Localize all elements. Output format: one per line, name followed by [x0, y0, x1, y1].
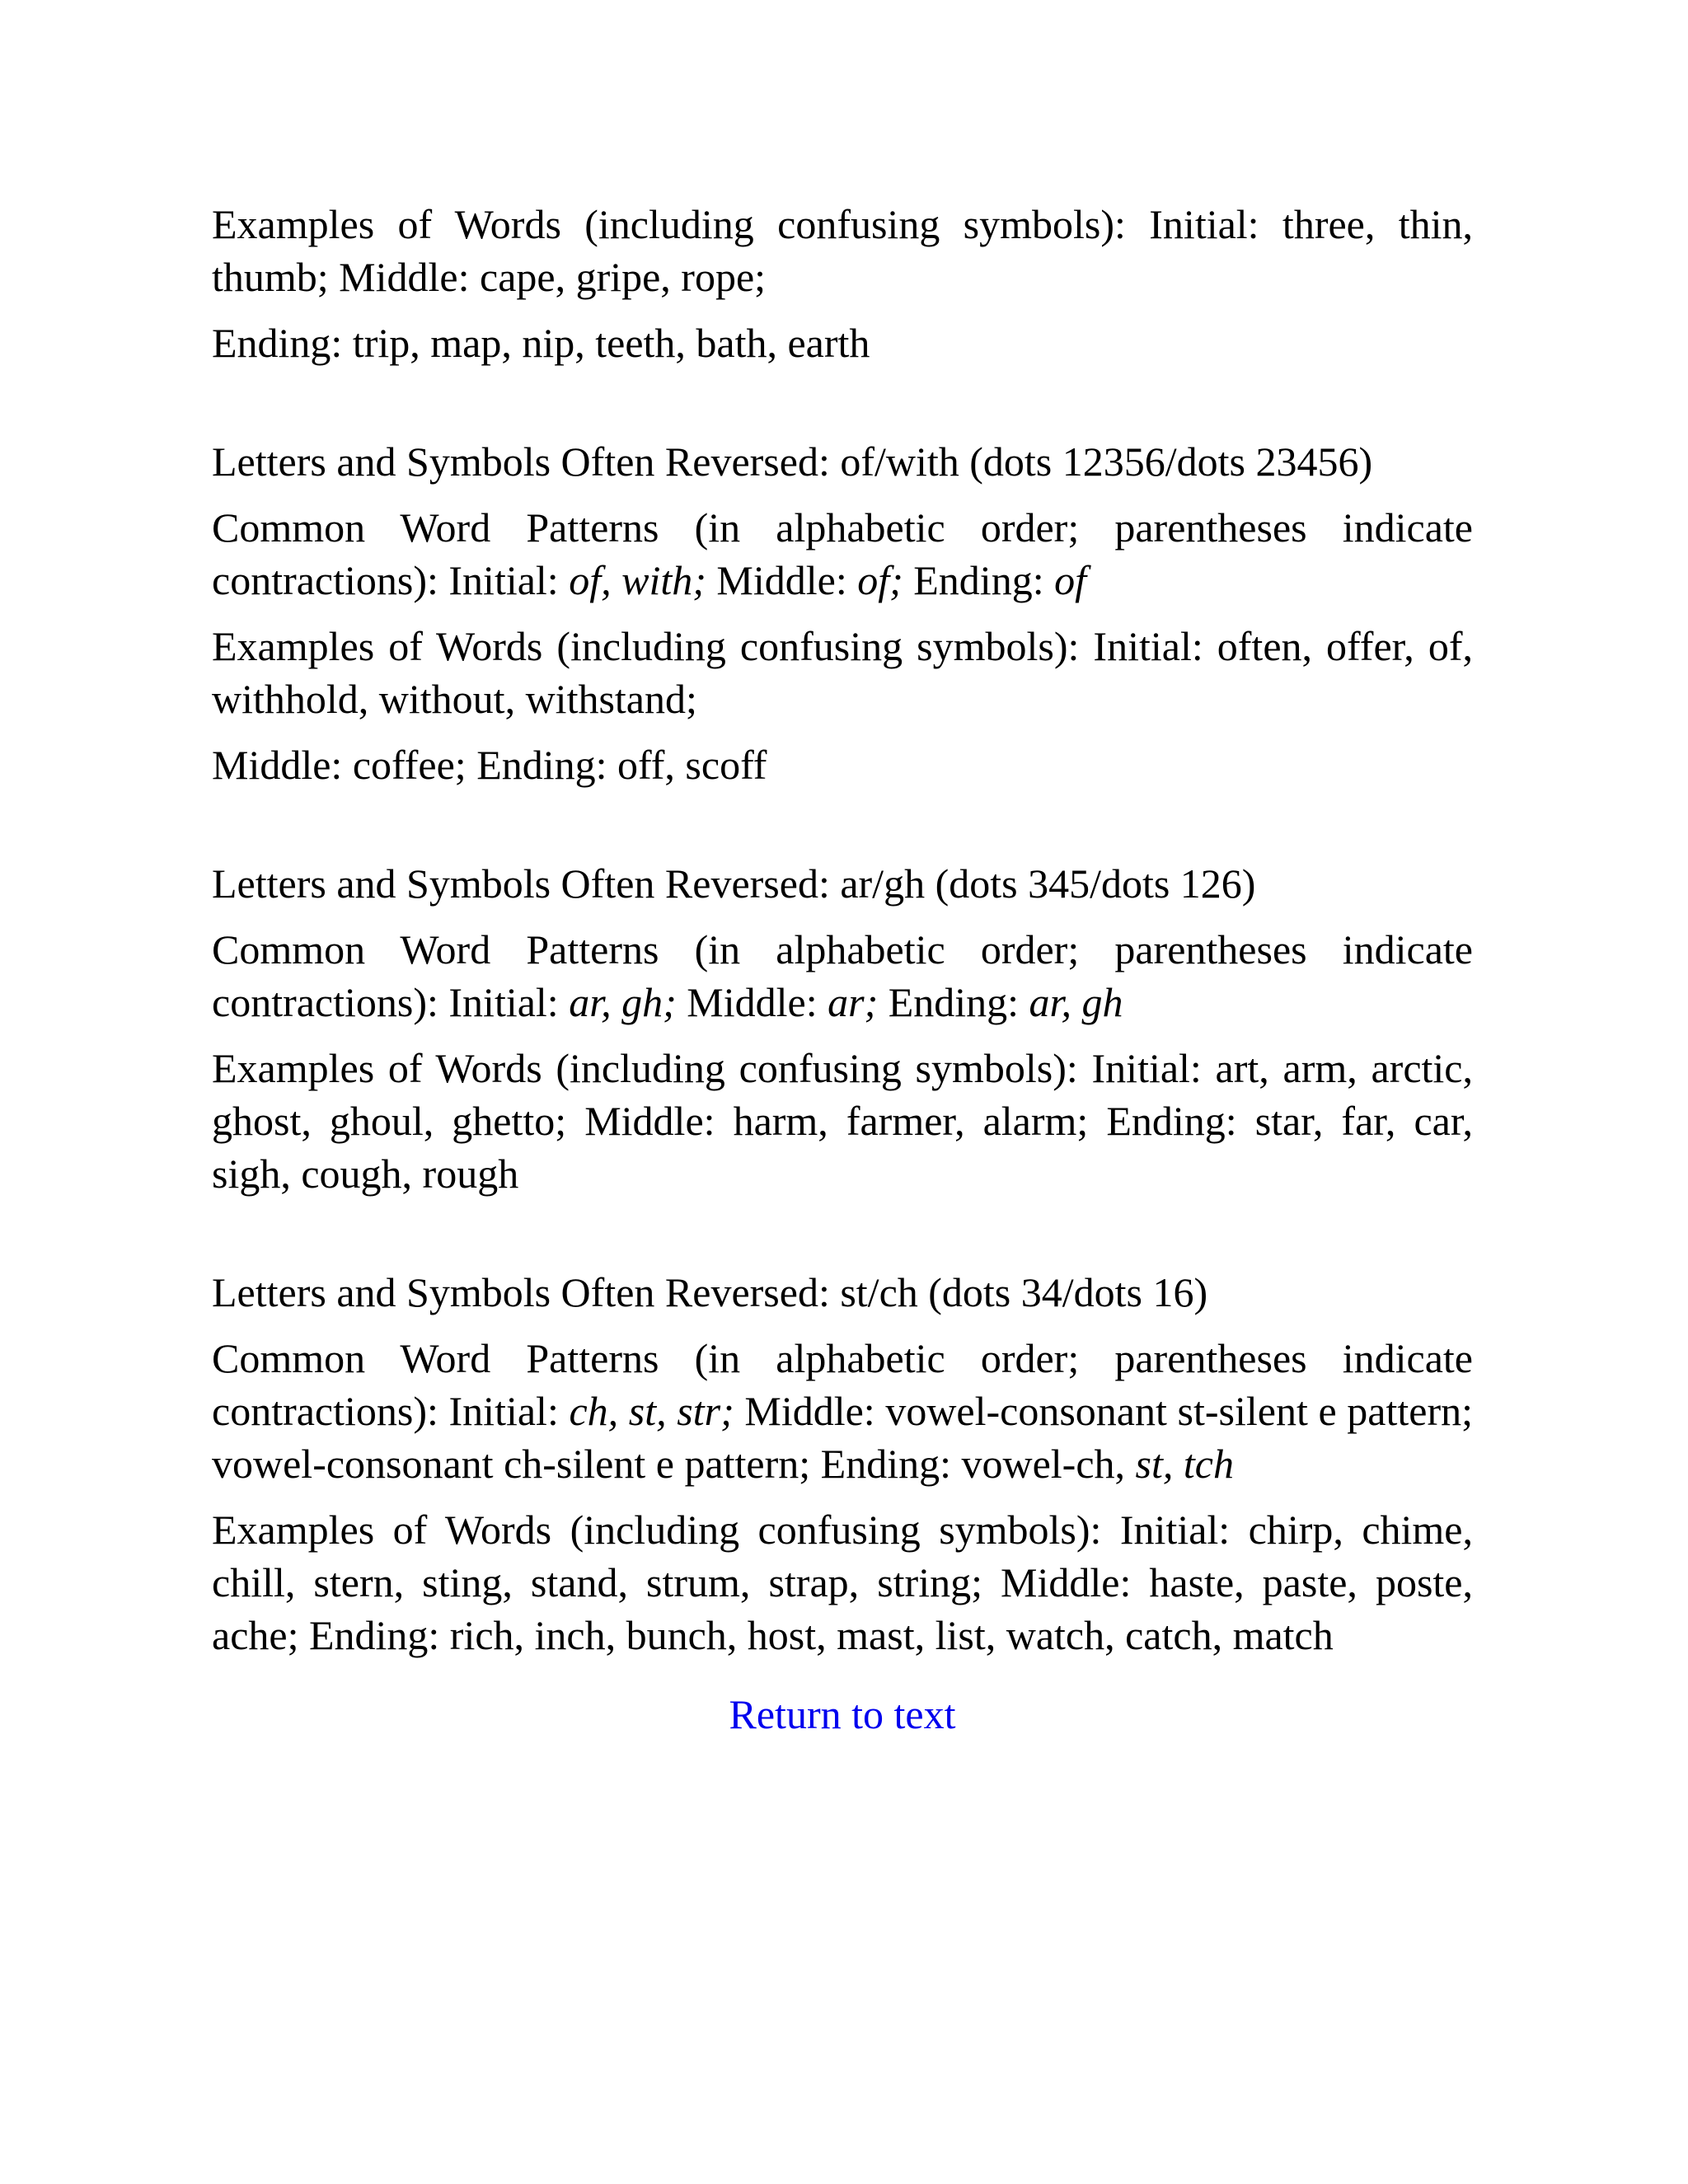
- patterns-middle: ar;: [828, 979, 879, 1025]
- reversed-symbols-paragraph: Letters and Symbols Often Reversed: st/ch (dots 34/dots 16): [212, 1269, 1208, 1315]
- patterns-ending: of: [1054, 557, 1086, 603]
- patterns-middle: of;: [857, 557, 903, 603]
- word-patterns-paragraph: [212, 501, 1473, 607]
- return-to-text-link[interactable]: Return to text: [729, 1691, 956, 1737]
- word-patterns-paragraph: [212, 923, 1473, 1029]
- examples-paragraph: Middle: coffee; Ending: off, scoff: [212, 742, 767, 788]
- patterns-initial: ar, gh;: [569, 979, 677, 1025]
- reversed-symbols-paragraph: Letters and Symbols Often Reversed: of/with (dots 12356/dots 23456): [212, 438, 1373, 485]
- patterns-prefix: Common Word Patterns (in alphabetic order; parentheses indicate contractions): Initial:: [212, 926, 1473, 1025]
- patterns-prefix: Common Word Patterns (in alphabetic order; parentheses indicate contractions): Initial:: [212, 1335, 1473, 1434]
- reversed-symbols-paragraph: Letters and Symbols Often Reversed: ar/gh (dots 345/dots 126): [212, 860, 1256, 907]
- word-patterns-paragraph: [212, 1332, 1473, 1490]
- patterns-ending-label: Ending:: [878, 979, 1029, 1025]
- patterns-ending: st, tch: [1135, 1441, 1234, 1487]
- examples-paragraph: Examples of Words (including confusing symbols): Initial: often, offer, of, withhold, without, withstand;: [212, 623, 1473, 722]
- patterns-prefix: Common Word Patterns (in alphabetic order; parentheses indicate contractions): Initial:: [212, 504, 1473, 603]
- document-body: [212, 198, 1473, 1741]
- examples-paragraph: Examples of Words (including confusing symbols): Initial: art, arm, arctic, ghost, ghoul, ghetto; Middle: harm, farmer, alarm; Ending: star, far, car, sigh, cough, rough: [212, 1045, 1473, 1197]
- patterns-middle-ending: Middle: vowel-consonant st-silent e pattern; vowel-consonant ch-silent e pattern; Ending: vowel-ch,: [212, 1388, 1474, 1487]
- examples-paragraph: Examples of Words (including confusing symbols): Initial: three, thin, thumb; Middle: cape, gripe, rope;: [212, 201, 1473, 300]
- patterns-ending: ar, gh: [1029, 979, 1123, 1025]
- patterns-initial: ch, st, str;: [569, 1388, 734, 1434]
- patterns-middle-label: Middle:: [676, 979, 828, 1025]
- examples-paragraph: Ending: trip, map, nip, teeth, bath, earth: [212, 320, 870, 366]
- return-link-container: [212, 1688, 1473, 1741]
- examples-paragraph: Examples of Words (including confusing symbols): Initial: chirp, chime, chill, stern, sting, stand, strum, strap, string; Middle: haste, paste, poste, ache; Ending: rich, inch, bunch, host, mast, list, watch, catch, match: [212, 1507, 1473, 1658]
- patterns-ending-label: Ending:: [903, 557, 1055, 603]
- patterns-middle-label: Middle:: [706, 557, 858, 603]
- patterns-initial: of, with;: [569, 557, 706, 603]
